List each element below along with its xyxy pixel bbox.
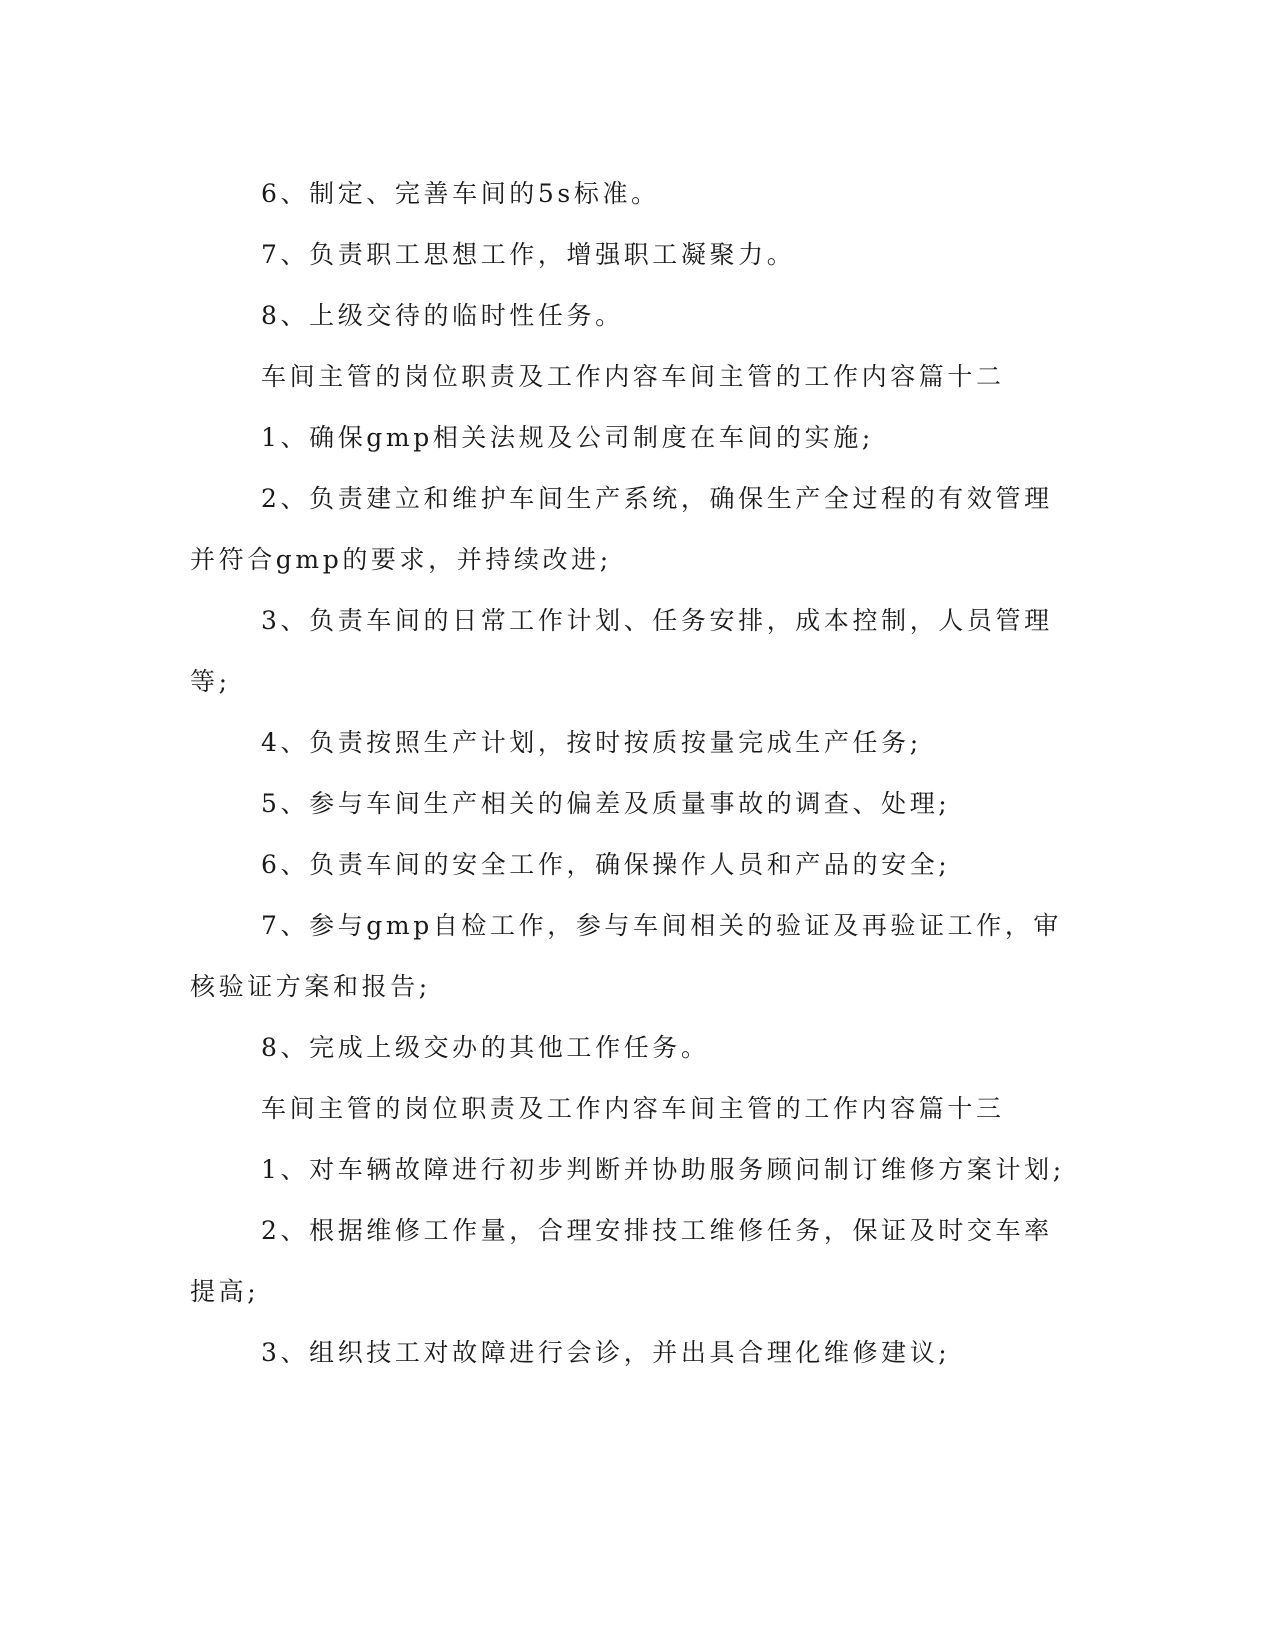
section-heading: 车间主管的岗位职责及工作内容车间主管的工作内容篇十二 [261,362,1005,391]
paragraph: 7、参与gmp自检工作，参与车间相关的验证及再验证工作，审核验证方案和报告; [190,911,1063,1001]
paragraph: 1、确保gmp相关法规及公司制度在车间的实施; [261,423,874,452]
paragraph: 8、上级交待的临时性任务。 [261,301,624,330]
paragraph: 3、负责车间的日常工作计划、任务安排，成本控制，人员管理等; [190,606,1053,696]
paragraph: 8、完成上级交办的其他工作任务。 [261,1033,710,1062]
paragraph: 2、负责建立和维护车间生产系统，确保生产全过程的有效管理并符合gmp的要求，并持续改进; [190,484,1053,574]
paragraph: 7、负责职工思想工作，增强职工凝聚力。 [261,240,796,269]
paragraph: 2、根据维修工作量，合理安排技工维修任务，保证及时交车率提高; [190,1216,1053,1306]
paragraph: 1、对车辆故障进行初步判断并协助服务顾问制订维修方案计划; [261,1155,1065,1184]
paragraph: 6、负责车间的安全工作，确保操作人员和产品的安全; [261,850,951,879]
document-body [190,163,1070,1383]
section-heading: 车间主管的岗位职责及工作内容车间主管的工作内容篇十三 [261,1094,1005,1123]
paragraph: 6、制定、完善车间的5s标准。 [261,179,660,208]
paragraph: 4、负责按照生产计划，按时按质按量完成生产任务; [261,728,922,757]
paragraph: 3、组织技工对故障进行会诊，并出具合理化维修建议; [261,1338,951,1367]
paragraph: 5、参与车间生产相关的偏差及质量事故的调查、处理; [261,789,951,818]
